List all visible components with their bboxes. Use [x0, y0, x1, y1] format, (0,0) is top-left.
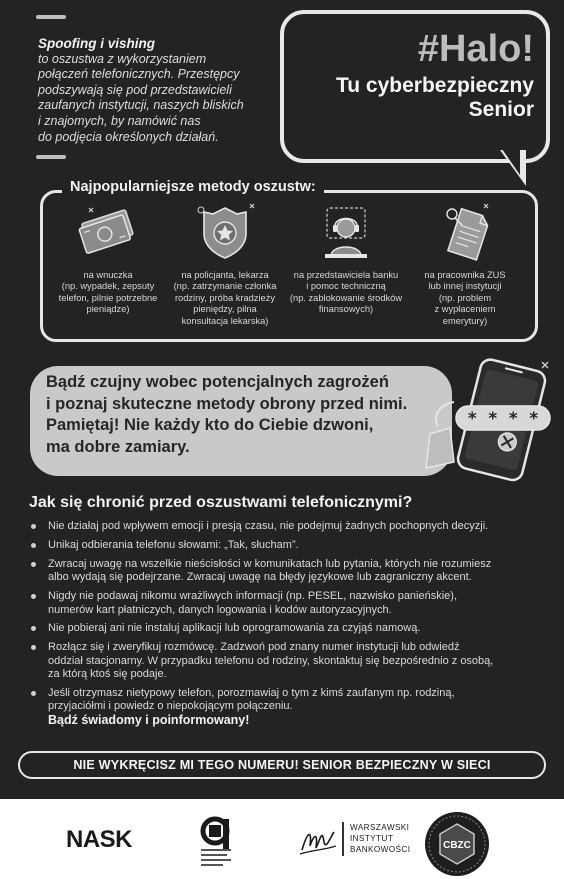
nask-logo: NASK [66, 826, 133, 853]
warning-line: Pamiętaj! Nie każdy kto do Ciebie dzwoni, [46, 416, 374, 434]
tip-line: Jeśli otrzymasz nietypowy telefon, porozmawiaj o tym z kimś zaufanym np. rodziną, [48, 687, 455, 700]
list-item [28, 622, 542, 635]
warning-line: i poznaj skuteczne metody obrony przed nimi. [46, 394, 408, 413]
method-bank [286, 198, 406, 316]
warning-text [46, 372, 466, 458]
intro-line: i znajomych, by namówić nas [38, 113, 201, 128]
speech-bubble-tail-inner [502, 149, 520, 175]
method-line: na policjanta, lekarza [181, 270, 269, 280]
kprp-logo [195, 813, 255, 869]
method-police [165, 198, 285, 327]
tip-line: przyjaciółmi i powiedz o niepokojącym połączeniu. [48, 700, 293, 713]
method-line: (np. wypadek, zepsuty [61, 281, 155, 292]
bullet-icon [31, 543, 36, 548]
tip-line: Unikaj odbierania telefonu słowami: „Tak, słucham”. [48, 538, 299, 551]
method-zus [405, 198, 525, 327]
list-item [28, 641, 542, 681]
method-line: na pracownika ZUS [424, 270, 506, 280]
intro-title: Spoofing i vishing [38, 36, 155, 51]
bank-consultant-icon [311, 198, 381, 264]
method-line: (np. zablokowanie środków [289, 292, 403, 303]
top-dash [36, 15, 66, 19]
wib-signature-icon [298, 820, 338, 860]
intro-line: zaufanych instytucji, naszych bliskich [38, 98, 244, 113]
tip-line: Rozłącz się i zweryfikuj rozmówcę. Zadzwoń pod znany numer instytucji lub odwiedź [48, 641, 460, 654]
intro-line: do podjęcia określonych działań. [38, 129, 219, 144]
tip-line: Zwracaj uwagę na wszelkie nieścisłości w komunikatach lub pytania, których nie rozumiesz [48, 557, 492, 570]
tip-line: numerów kart płatniczych, danych logowania i kodów autoryzacyjnych. [48, 603, 392, 616]
bullet-icon [31, 594, 36, 599]
method-line: (np. problem [438, 292, 492, 303]
list-item [28, 590, 542, 617]
tips-list [28, 520, 542, 719]
method-line: telefon, pilnie potrzebne [58, 292, 158, 303]
campaign-title-line2: Senior [468, 98, 534, 121]
bullet-icon [31, 691, 36, 696]
bullet-icon [31, 626, 36, 631]
bottom-dash [36, 155, 66, 159]
method-line: finansowych) [318, 304, 374, 315]
list-item [28, 539, 542, 552]
campaign-title-line1: Tu cyberbezpieczny [335, 74, 534, 97]
cbzc-badge-icon [418, 806, 496, 878]
tip-line: oddział stacjonarny. W przypadku telefonu od rodziny, skontaktuj się bezpośrednio z osobą, [48, 654, 494, 667]
bullet-icon [31, 524, 36, 529]
intro-text [38, 36, 278, 145]
methods-title-wrap [62, 178, 324, 196]
wib-line: INSTYTUT [350, 834, 394, 843]
wib-line: WARSZAWSKI [350, 823, 410, 832]
tip-line: Nie pobieraj ani nie instaluj aplikacji lub oprogramowania za czyjąś namową. [48, 622, 421, 635]
hashtag-title: #Halo! [417, 28, 534, 70]
tip-line: Nigdy nie podawaj nikomu wrażliwych informacji (np. PESEL, nazwisko panieńskie), [48, 590, 458, 603]
warning-line: Bądź czujny wobec potencjalnych zagrożeń [46, 373, 389, 391]
tip-line: Nie działaj pod wpływem emocji i presją czasu, nie podejmuj żadnych pochopnych decyzji. [48, 520, 489, 532]
method-line: pieniędzy, pilna [193, 304, 257, 315]
method-line: z wypłaceniem [434, 304, 496, 315]
method-line: na przedstawiciela banku [293, 270, 399, 280]
method-line: (np. zatrzymanie członka [173, 281, 277, 292]
document-icon [430, 198, 500, 264]
slogan-text: NIE WYKRĘCISZ MI TEGO NUMERU! SENIOR BEZPIECZNY W SIECI [73, 758, 491, 772]
list-item [28, 558, 542, 585]
method-line: pieniądze) [86, 304, 130, 315]
tip-line: za którą ktoś się podaje. [48, 668, 167, 681]
method-line: konsultacja lekarska) [181, 315, 269, 326]
method-line: na wnuczka [83, 270, 133, 280]
phone-code: * * * * [467, 409, 539, 429]
method-line: lub innej instytucji [428, 281, 502, 292]
warning-line: ma dobre zamiary. [46, 437, 190, 456]
slogan-banner [18, 751, 546, 779]
money-icon [73, 198, 143, 264]
method-line: i pomoc techniczną [306, 281, 386, 292]
police-badge-icon [190, 198, 260, 264]
list-item [28, 687, 542, 714]
method-line: rodziny, próba kradzieży [174, 292, 276, 303]
closing-text: Bądź świadomy i poinformowany! [48, 713, 250, 727]
bullet-icon [31, 562, 36, 567]
wib-line: BANKOWOŚCI [350, 845, 411, 854]
method-line: emerytury) [442, 315, 488, 326]
intro-line: połączeń telefonicznych. Przestępcy [38, 67, 240, 82]
protect-title: Jak się chronić przed oszustwami telefonicznymi? [29, 494, 413, 511]
tip-line: albo wydają się podejrzane. Zwracaj uwagę na błędy językowe lub zagraniczny akcent. [48, 571, 472, 584]
methods-title: Najpopularniejsze metody oszustw: [70, 179, 316, 195]
cbzc-text: CBZC [443, 840, 471, 851]
wib-divider [342, 822, 344, 856]
wib-logo-text [350, 822, 410, 855]
method-grandchild [48, 198, 168, 316]
intro-line: podszywają się pod przedstawicieli [38, 82, 232, 97]
list-item [28, 520, 542, 533]
intro-line: to oszustwa z wykorzystaniem [38, 51, 207, 66]
bullet-icon [31, 645, 36, 650]
